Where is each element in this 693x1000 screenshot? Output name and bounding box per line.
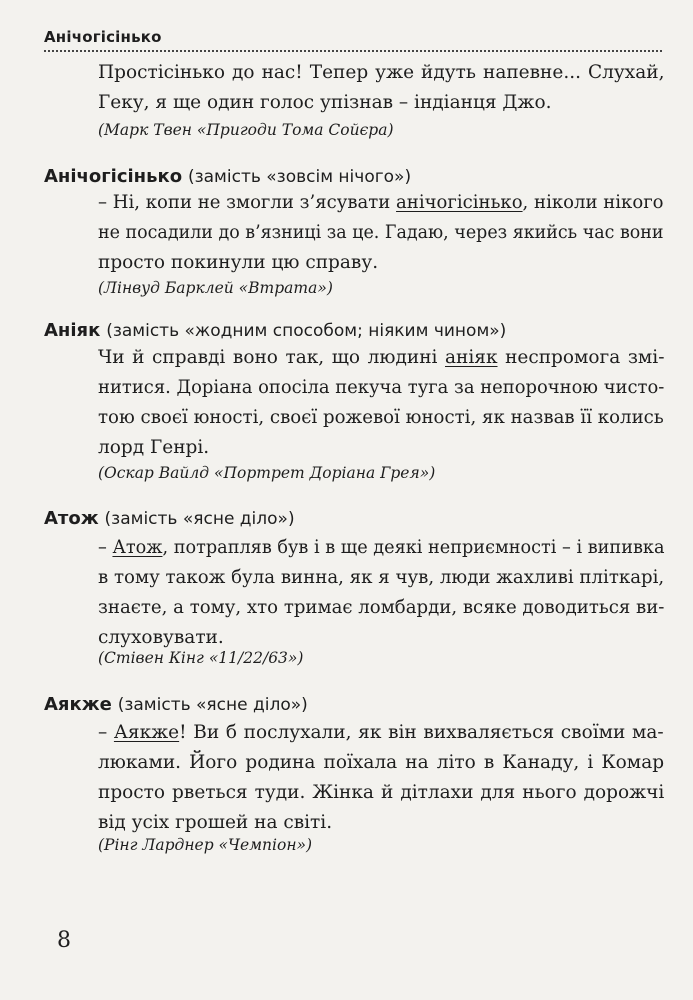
citation: (Рінг Ларднер «Чемпіон») [98,836,313,854]
entry-heading [44,164,411,190]
quote-line: лорд Генрі. [98,437,210,458]
entry-term: Аніяк [44,320,101,341]
highlighted-word: анічогісінько [396,192,523,213]
quote-line: – Атож, потрапляв був і в ще деякі неприємності – і випивка [98,537,665,558]
quote-line: не посадили до в’язниці за це. Гадаю, через якийсь час вони [98,222,664,243]
quote-line: від усіх грошей на світі. [98,812,333,833]
citation: (Лінвуд Барклей «Втрата») [98,279,333,297]
quote-line: в тому також була винна, як я чув, люди жахливі пліткарі, [98,567,665,588]
quote-line: – Аякже! Ви б послухали, як він вихваляється своїми ма- [98,722,664,743]
intro-quote [98,58,664,118]
highlighted-word: Аякже [113,722,180,743]
quote-line: Чи й справді воно так, що людині аніяк неспромога змі- [98,347,665,368]
entry-quote [98,343,664,463]
entry-quote [98,718,664,838]
entry-term: Аякже [44,694,112,715]
quote-line: Геку, я ще один голос упізнав – індіанця Джо. [98,92,552,113]
citation: (Оскар Вайлд «Портрет Доріана Грея») [98,464,436,482]
entry-gloss: (замість «зовсім нічого») [187,167,412,187]
quote-line: просто покинули цю справу. [98,252,379,273]
entry-quote [98,188,664,278]
highlighted-word: аніяк [445,347,498,368]
entry-heading [44,692,308,718]
entry-gloss: (замість «жодним способом; ніяким чином») [106,321,507,341]
quote-line: люками. Його родина поїхала на літо в Канаду, і Комар [98,752,665,773]
quote-line: – Ні, копи не змогли з’ясувати анічогісінько, ніколи нікого [98,192,664,213]
page-number: 8 [57,928,71,953]
citation: (Стівен Кінг «11/22/63») [98,649,304,667]
running-head: Анічогісінько [44,28,162,46]
quote-line: тою своєї юності, своєї рожевої юності, як назвав її колись [98,407,664,428]
quote-line: слуховувати. [98,627,224,648]
entry-quote [98,533,664,653]
highlighted-word: Атож [112,537,163,558]
quote-line: нитися. Доріана опосіла пекуча туга за непорочною чисто- [98,377,665,398]
entry-heading [44,318,506,344]
entry-gloss: (замість «ясне діло») [104,509,295,529]
quote-line: просто рветься туди. Жінка й дітлахи для нього дорожчі [98,782,665,803]
entry-gloss: (замість «ясне діло») [117,695,308,715]
quote-line: знаєте, а тому, хто тримає ломбарди, всяке доводиться ви- [98,597,665,618]
running-head-rule [44,50,662,52]
entry-heading [44,506,295,532]
entry-term: Атож [44,508,99,529]
quote-line: Простісінько до нас! Тепер уже йдуть напевне... Слухай, [98,62,665,83]
citation: (Марк Твен «Пригоди Тома Сойєра) [98,121,394,139]
entry-term: Анічогісінько [44,166,183,187]
